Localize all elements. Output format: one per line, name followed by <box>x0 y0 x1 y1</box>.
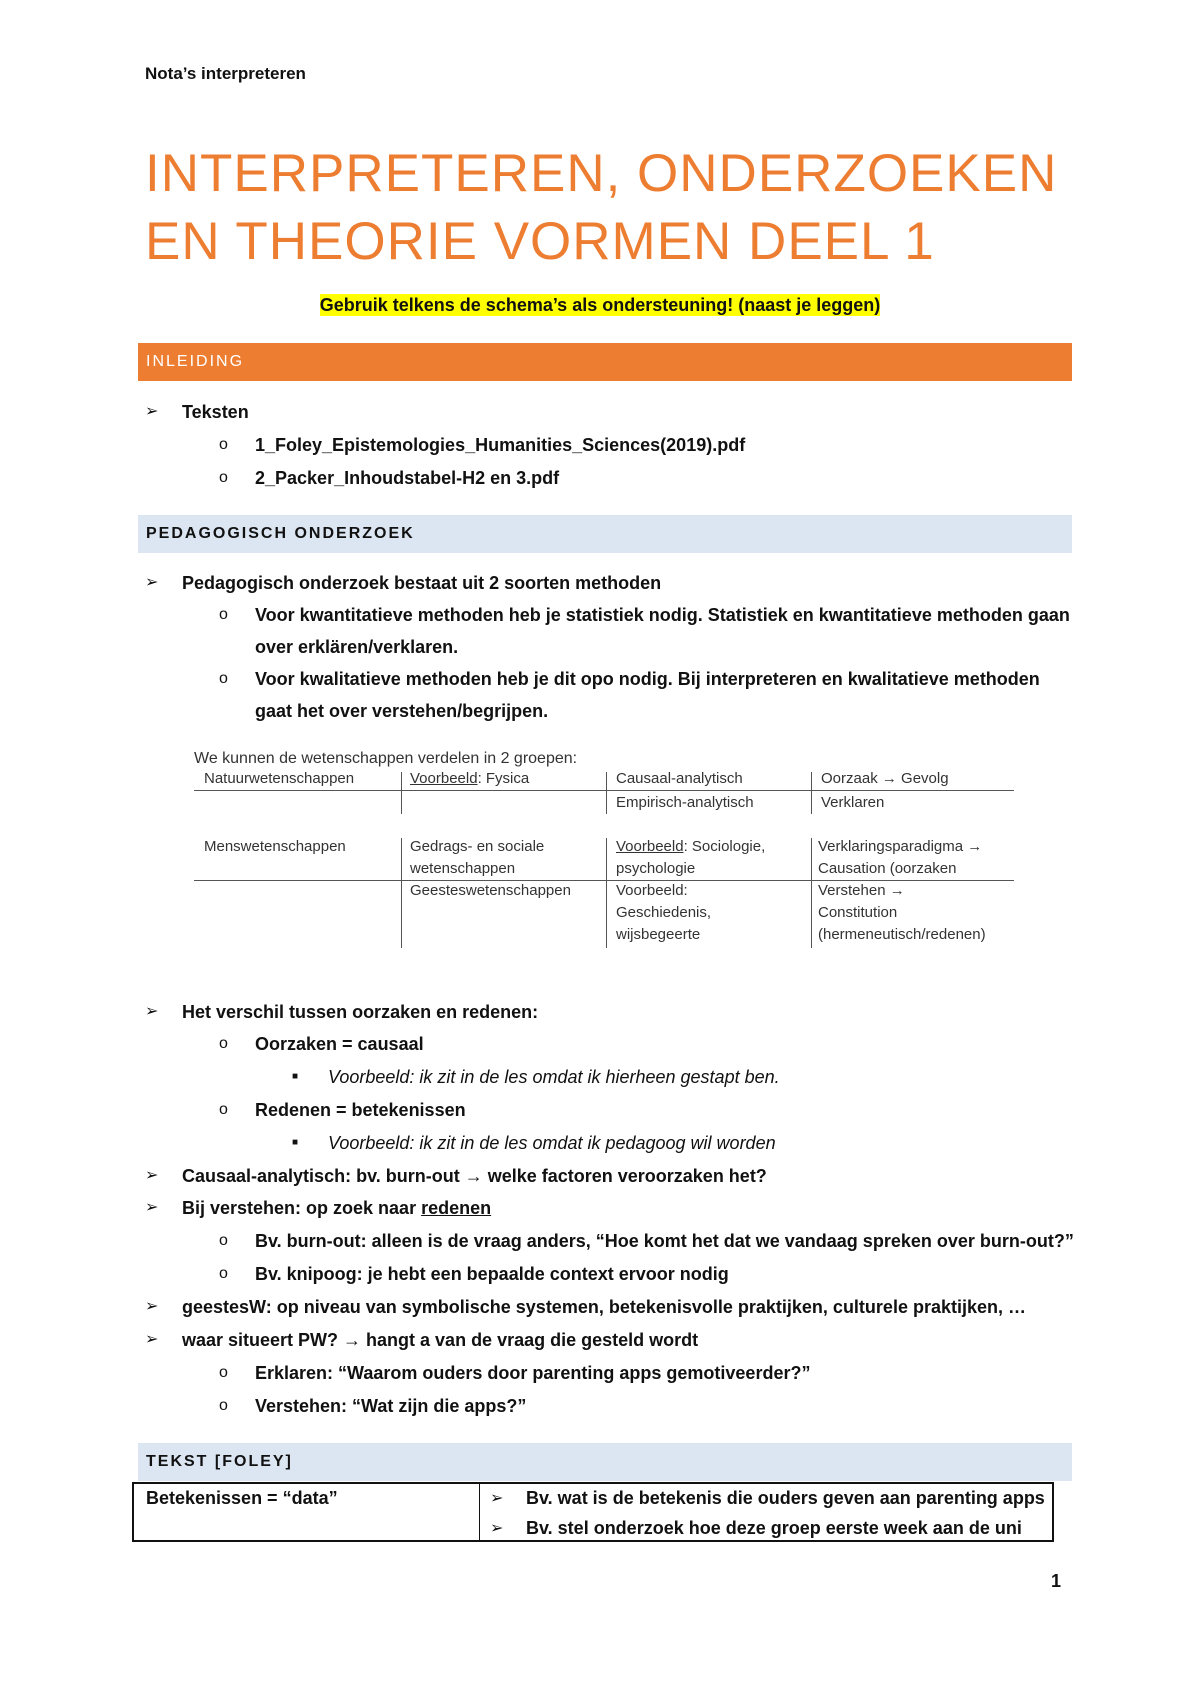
table-cell-right-item <box>490 1518 1022 1539</box>
circle-bullet-icon: o <box>219 606 228 623</box>
circle-bullet-icon: o <box>219 436 228 453</box>
circle-bullet-icon: o <box>219 1035 228 1052</box>
list-item-text: Redenen = betekenissen <box>255 1100 466 1120</box>
figure-cell-soc-2: psychologie <box>616 860 696 877</box>
list-item <box>219 429 746 461</box>
arrow-bullet-icon: ➢ <box>490 1520 504 1537</box>
page-number: 1 <box>1051 1571 1062 1591</box>
bullet-verschil <box>145 996 539 1028</box>
example-item <box>292 1061 780 1093</box>
list-item-text: Verstehen: “Wat zijn die apps?” <box>255 1396 527 1416</box>
arrow-bullet-icon: ➢ <box>145 1003 159 1020</box>
highlight-note: Gebruik telkens de schema’s als ondersteuning! (naast je leggen) <box>319 295 881 315</box>
circle-bullet-icon: o <box>219 1232 228 1249</box>
foley-table <box>132 1482 1054 1542</box>
circle-bullet-icon: o <box>219 1397 228 1414</box>
bullet-text: geestesW: op niveau van symbolische systemen, betekenisvolle praktijken, culturele praktijken, … <box>182 1297 1026 1317</box>
list-item <box>219 599 1075 663</box>
running-header: Nota’s interpreteren <box>145 64 306 83</box>
list-item <box>219 1390 527 1422</box>
figure-cell-label: Voorbeeld <box>410 770 478 787</box>
list-item <box>219 1225 1074 1257</box>
list-item <box>219 1094 466 1126</box>
table-cell-right-item <box>490 1488 1045 1509</box>
figure-cell-gesch-1: Voorbeeld: <box>616 882 688 899</box>
list-item <box>219 1028 424 1060</box>
circle-bullet-icon: o <box>219 1265 228 1282</box>
list-item-text: Erklaren: “Waarom ouders door parenting apps gemotiveerder?” <box>255 1363 811 1383</box>
figure-cell-verst-3: (hermeneutisch/redenen) <box>818 926 986 943</box>
list-item-text: Voor kwalitatieve methoden heb je dit opo nodig. Bij interpreteren en kwalitatieve methoden gaat het over verstehen/begrijpen. <box>255 669 1040 721</box>
page-title <box>145 140 1105 276</box>
bullet-text: Teksten <box>182 402 249 422</box>
figure-cell-value: : Fysica <box>477 770 530 787</box>
list-item <box>219 1258 729 1290</box>
figure-cell-gesch-3: wijsbegeerte <box>616 926 701 943</box>
list-item-text: Oorzaken = causaal <box>255 1034 424 1054</box>
highlight-note-wrap <box>0 295 1200 316</box>
section-heading-pedagogisch: PEDAGOGISCH ONDERZOEK <box>138 515 1072 553</box>
bullet-text-underlined: redenen <box>421 1198 492 1218</box>
list-item-text: Voor kwantitatieve methoden heb je statistiek nodig. Statistiek en kwantitatieve methoden gaan over erklären/verklaren. <box>255 605 1070 657</box>
figure-rule <box>194 790 1014 791</box>
arrow-bullet-icon: ➢ <box>145 1199 159 1216</box>
figure-cell-verklaren: Verklaren <box>821 794 885 811</box>
list-item <box>219 1357 811 1389</box>
circle-bullet-icon: o <box>219 469 228 486</box>
table-divider <box>479 1484 480 1540</box>
figure-divider <box>606 772 607 814</box>
bullet-text: waar situeert PW? → hangt a van de vraag die gesteld wordt <box>182 1330 699 1350</box>
example-text: Voorbeeld: ik zit in de les omdat ik hierheen gestapt ben. <box>328 1067 780 1087</box>
arrow-bullet-icon: ➢ <box>145 1331 159 1348</box>
bullet-geestesw <box>145 1291 1026 1323</box>
list-item-text: 2_Packer_Inhoudstabel-H2 en 3.pdf <box>255 468 560 488</box>
figure-cell-geestes: Geesteswetenschappen <box>410 882 571 899</box>
section-heading-inleiding: INLEIDING <box>138 343 1072 381</box>
list-item <box>219 663 1075 727</box>
figure-cell-verst-2: Constitution <box>818 904 898 921</box>
bullet-pw <box>145 1324 699 1356</box>
figure-cell-natuur: Natuurwetenschappen <box>204 770 355 787</box>
figure-divider <box>811 772 812 814</box>
arrow-bullet-icon: ➢ <box>145 574 159 591</box>
figure-divider <box>606 838 607 948</box>
bullet-teksten <box>145 396 249 428</box>
bullet-text: Het verschil tussen oorzaken en redenen: <box>182 1002 539 1022</box>
arrow-bullet-icon: ➢ <box>145 1298 159 1315</box>
section-heading-foley: TEKST [FOLEY] <box>138 1443 1072 1481</box>
example-item <box>292 1127 776 1159</box>
figure-cell-gesch-2: Geschiedenis, <box>616 904 712 921</box>
circle-bullet-icon: o <box>219 670 228 687</box>
arrow-bullet-icon: ➢ <box>145 403 159 420</box>
square-bullet-icon: ■ <box>292 1137 299 1148</box>
figure-cell-verst-1: Verstehen → <box>818 882 905 899</box>
figure-cell-natuur-example <box>410 768 529 790</box>
figure-cell-gedrag-1: Gedrags- en sociale <box>410 838 545 855</box>
page-title-line-1: INTERPRETEREN, ONDERZOEKEN <box>145 144 1058 203</box>
figure-cell-label: Voorbeeld <box>616 838 684 855</box>
figure-cell-causaal: Causaal-analytisch <box>616 770 743 787</box>
circle-bullet-icon: o <box>219 1101 228 1118</box>
figure-cell-soc-1 <box>616 836 765 858</box>
figure-cell-oorzaak: Oorzaak → Gevolg <box>821 770 949 787</box>
figure-divider <box>401 772 402 814</box>
figure-cell-empirisch: Empirisch-analytisch <box>616 794 754 811</box>
example-text: Voorbeeld: ik zit in de les omdat ik pedagoog wil worden <box>328 1133 776 1153</box>
figure-cell-gedrag-2: wetenschappen <box>410 860 516 877</box>
square-bullet-icon: ■ <box>292 1071 299 1082</box>
bullet-text: Causaal-analytisch: bv. burn-out → welke factoren veroorzaken het? <box>182 1166 767 1186</box>
list-item-text: Bv. knipoog: je hebt een bepaalde context ervoor nodig <box>255 1264 729 1284</box>
bullet-methoden <box>145 567 662 599</box>
figure-divider <box>401 838 402 948</box>
figure-cell-verkl-2: Causation (oorzaken <box>818 860 957 877</box>
figure-cell-value: : Sociologie, <box>683 838 766 855</box>
list-item-text: 1_Foley_Epistemologies_Humanities_Sciences(2019).pdf <box>255 435 746 455</box>
bullet-causaal <box>145 1160 767 1192</box>
arrow-bullet-icon: ➢ <box>145 1167 159 1184</box>
table-cell-text: Bv. wat is de betekenis die ouders geven aan parenting apps <box>526 1488 1045 1508</box>
figure-divider <box>811 838 812 948</box>
bullet-verstehen <box>145 1192 492 1224</box>
figure-cell-verkl-1: Verklaringsparadigma → <box>818 838 983 855</box>
table-cell-text: Bv. stel onderzoek hoe deze groep eerste week aan de uni <box>526 1518 1022 1538</box>
page-title-line-2: EN THEORIE VORMEN DEEL 1 <box>145 212 935 271</box>
circle-bullet-icon: o <box>219 1364 228 1381</box>
list-item-text: Bv. burn-out: alleen is de vraag anders, “Hoe komt het dat we vandaag spreken over burn-out?” <box>255 1231 1074 1251</box>
list-item <box>219 462 560 494</box>
bullet-text: Pedagogisch onderzoek bestaat uit 2 soorten methoden <box>182 573 662 593</box>
figure-cell-mens: Menswetenschappen <box>204 838 346 855</box>
bullet-text: Bij verstehen: op zoek naar <box>182 1198 422 1218</box>
table-cell-left: Betekenissen = “data” <box>146 1488 338 1508</box>
arrow-bullet-icon: ➢ <box>490 1490 504 1507</box>
figure-title: We kunnen de wetenschappen verdelen in 2 groepen: <box>194 750 578 767</box>
